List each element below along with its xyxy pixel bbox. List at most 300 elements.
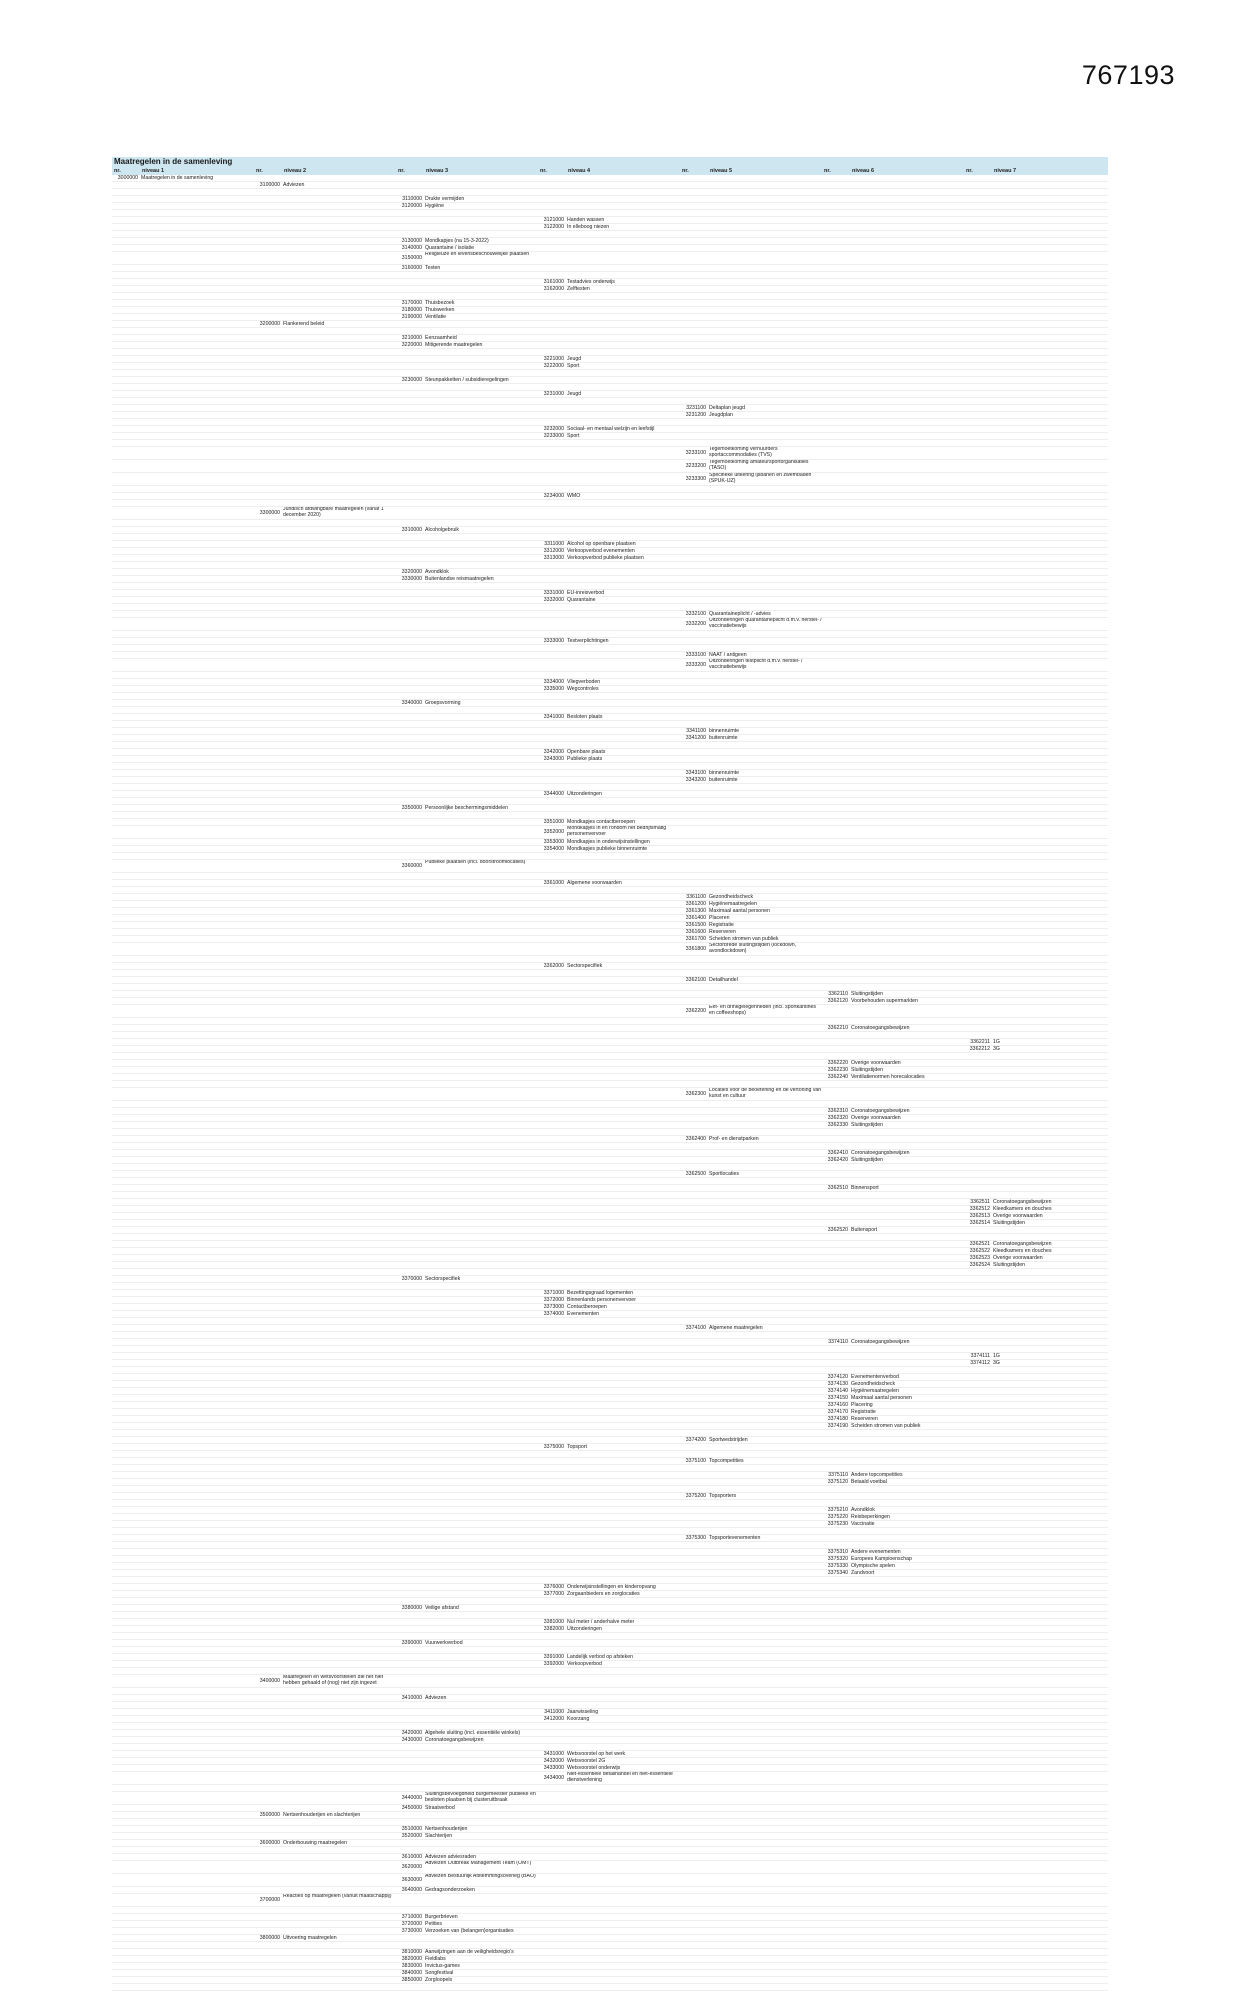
empty-cell xyxy=(396,1171,424,1177)
empty-cell xyxy=(680,1185,708,1191)
cell-number: 3370000 xyxy=(401,1276,422,1282)
empty-cell xyxy=(112,314,140,320)
empty-cell xyxy=(538,1935,566,1941)
cell-number: 3720000 xyxy=(401,1921,422,1927)
empty-cell xyxy=(850,321,964,327)
empty-cell xyxy=(708,1826,822,1832)
empty-cell xyxy=(282,1360,396,1366)
empty-cell xyxy=(566,1101,680,1107)
empty-cell xyxy=(566,1695,680,1701)
empty-cell xyxy=(538,412,566,418)
empty-cell xyxy=(140,1367,254,1373)
empty-cell xyxy=(424,1935,538,1941)
empty-cell xyxy=(680,970,708,976)
empty-cell xyxy=(424,370,538,376)
empty-cell xyxy=(112,1640,140,1646)
empty-cell xyxy=(992,1785,1106,1791)
empty-cell xyxy=(708,887,822,893)
empty-cell xyxy=(112,1402,140,1408)
table-row xyxy=(112,1977,1108,1984)
empty-cell xyxy=(112,1046,140,1052)
empty-cell xyxy=(992,1977,1106,1983)
empty-cell xyxy=(396,1647,424,1653)
empty-cell xyxy=(424,1143,538,1149)
cell-name: Niet-essentiële detailhandel en niet-essentiële dienstverlening xyxy=(567,1772,673,1783)
empty-cell xyxy=(538,1805,566,1811)
cell-name: Contactberoepen xyxy=(567,1304,607,1310)
empty-cell xyxy=(850,1255,964,1261)
empty-cell xyxy=(992,618,1106,630)
empty-cell xyxy=(566,1325,680,1331)
empty-cell xyxy=(850,604,964,610)
empty-cell xyxy=(254,686,282,692)
empty-cell xyxy=(822,1032,850,1038)
empty-cell xyxy=(992,956,1106,962)
empty-cell xyxy=(850,1970,964,1976)
empty-cell xyxy=(282,1847,396,1853)
empty-cell xyxy=(424,742,538,748)
empty-cell xyxy=(964,1290,992,1296)
cell-number: 3374120 xyxy=(827,1374,848,1380)
empty-cell xyxy=(992,1612,1106,1618)
empty-cell xyxy=(708,805,822,811)
empty-cell xyxy=(850,1290,964,1296)
empty-cell xyxy=(538,1542,566,1548)
empty-cell xyxy=(680,1785,708,1791)
empty-cell xyxy=(992,1276,1106,1282)
empty-cell xyxy=(822,342,850,348)
table-row xyxy=(112,555,1108,562)
cell-number: 3374180 xyxy=(827,1416,848,1422)
empty-cell xyxy=(424,1318,538,1324)
empty-cell xyxy=(112,1409,140,1415)
cell-name: Quarantaineplicht / -advies xyxy=(709,611,771,617)
empty-cell xyxy=(680,679,708,685)
empty-cell xyxy=(424,1942,538,1948)
empty-cell xyxy=(140,1772,254,1784)
empty-cell xyxy=(992,659,1106,671)
empty-cell xyxy=(964,1921,992,1927)
cell-number: 3233200 xyxy=(685,463,706,469)
empty-cell xyxy=(254,1409,282,1415)
empty-cell xyxy=(112,714,140,720)
empty-cell xyxy=(538,1668,566,1674)
empty-cell xyxy=(396,412,424,418)
empty-cell xyxy=(992,493,1106,499)
empty-cell xyxy=(680,1039,708,1045)
empty-cell xyxy=(566,784,680,790)
empty-cell xyxy=(254,1612,282,1618)
empty-cell xyxy=(680,991,708,997)
empty-cell xyxy=(140,1220,254,1226)
empty-cell xyxy=(566,1185,680,1191)
empty-cell xyxy=(566,1178,680,1184)
empty-cell xyxy=(708,1542,822,1548)
empty-cell xyxy=(708,721,822,727)
empty-cell xyxy=(538,1556,566,1562)
empty-cell xyxy=(680,1668,708,1674)
empty-cell xyxy=(992,1702,1106,1708)
empty-cell xyxy=(992,672,1106,678)
empty-cell xyxy=(424,721,538,727)
empty-cell xyxy=(282,1081,396,1087)
empty-cell xyxy=(254,618,282,630)
empty-cell xyxy=(396,1367,424,1373)
table-row xyxy=(112,922,1108,929)
table-row xyxy=(112,1220,1108,1227)
empty-cell xyxy=(964,1542,992,1548)
empty-cell xyxy=(566,321,680,327)
empty-cell xyxy=(850,846,964,852)
empty-cell xyxy=(680,1854,708,1860)
empty-cell xyxy=(850,245,964,251)
cell-name: 1G xyxy=(993,1039,1000,1045)
empty-cell xyxy=(140,189,254,195)
empty-cell xyxy=(112,1949,140,1955)
empty-cell xyxy=(538,929,566,935)
empty-cell xyxy=(538,328,566,334)
empty-cell xyxy=(850,1772,964,1784)
empty-cell xyxy=(850,426,964,432)
empty-cell xyxy=(254,1521,282,1527)
empty-cell xyxy=(708,279,822,285)
empty-cell xyxy=(822,1709,850,1715)
empty-cell xyxy=(282,1984,396,1990)
empty-cell xyxy=(708,196,822,202)
cell-name: Topsport xyxy=(567,1444,587,1450)
empty-cell xyxy=(964,1500,992,1506)
empty-cell xyxy=(964,1792,992,1804)
empty-cell xyxy=(538,1046,566,1052)
empty-cell xyxy=(992,1695,1106,1701)
table-row xyxy=(112,963,1108,970)
empty-cell xyxy=(282,189,396,195)
empty-cell xyxy=(850,349,964,355)
empty-cell xyxy=(708,203,822,209)
empty-cell xyxy=(964,936,992,942)
empty-cell xyxy=(850,377,964,383)
empty-cell xyxy=(850,1178,964,1184)
empty-cell xyxy=(566,1949,680,1955)
empty-cell xyxy=(112,1199,140,1205)
empty-cell xyxy=(396,1437,424,1443)
empty-cell xyxy=(566,1339,680,1345)
cell-name: In elleboog niezen xyxy=(567,224,610,230)
empty-cell xyxy=(708,1819,822,1825)
empty-cell xyxy=(566,419,680,425)
empty-cell xyxy=(850,1088,964,1100)
empty-cell xyxy=(140,1318,254,1324)
empty-cell xyxy=(566,1081,680,1087)
empty-cell xyxy=(964,686,992,692)
empty-cell xyxy=(282,597,396,603)
cell-name: Mondkapjes publieke binnenruimte xyxy=(567,846,648,852)
empty-cell xyxy=(680,238,708,244)
empty-cell xyxy=(140,534,254,540)
empty-cell xyxy=(424,349,538,355)
empty-cell xyxy=(424,1751,538,1757)
empty-cell xyxy=(964,819,992,825)
empty-cell xyxy=(254,1716,282,1722)
table-row xyxy=(112,1772,1108,1785)
empty-cell xyxy=(708,534,822,540)
empty-cell xyxy=(254,631,282,637)
cell-name: Petities xyxy=(425,1921,443,1927)
cell-number: 3381000 xyxy=(543,1619,564,1625)
empty-cell xyxy=(964,1060,992,1066)
empty-cell xyxy=(254,426,282,432)
empty-cell xyxy=(964,1977,992,1983)
table-row xyxy=(112,210,1108,217)
empty-cell xyxy=(822,377,850,383)
empty-cell xyxy=(566,873,680,879)
empty-cell xyxy=(850,826,964,838)
empty-cell xyxy=(396,1220,424,1226)
cell-number: 3510000 xyxy=(401,1826,422,1832)
empty-cell xyxy=(112,618,140,630)
empty-cell xyxy=(140,611,254,617)
empty-cell xyxy=(538,873,566,879)
empty-cell xyxy=(140,1751,254,1757)
empty-cell xyxy=(822,880,850,886)
cell-name: Burgerbrieven xyxy=(425,1914,458,1920)
empty-cell xyxy=(992,1164,1106,1170)
table-row xyxy=(112,1956,1108,1963)
cell-name: Coronatoegangsbewijzen xyxy=(993,1241,1052,1247)
empty-cell xyxy=(424,1847,538,1853)
empty-cell xyxy=(112,1423,140,1429)
empty-cell xyxy=(424,426,538,432)
empty-cell xyxy=(538,500,566,506)
cell-name: Detailhandel xyxy=(709,977,738,983)
empty-cell xyxy=(964,1723,992,1729)
empty-cell xyxy=(112,1730,140,1736)
empty-cell xyxy=(708,1914,822,1920)
empty-cell xyxy=(822,1241,850,1247)
empty-cell xyxy=(282,1626,396,1632)
empty-cell xyxy=(850,314,964,320)
empty-cell xyxy=(254,1451,282,1457)
empty-cell xyxy=(708,433,822,439)
table-row xyxy=(112,433,1108,440)
empty-cell xyxy=(964,1423,992,1429)
empty-cell xyxy=(254,1032,282,1038)
empty-cell xyxy=(424,1521,538,1527)
empty-cell xyxy=(282,693,396,699)
empty-cell xyxy=(708,812,822,818)
empty-cell xyxy=(396,1206,424,1212)
empty-cell xyxy=(396,1423,424,1429)
empty-cell xyxy=(992,798,1106,804)
empty-cell xyxy=(964,1318,992,1324)
empty-cell xyxy=(964,569,992,575)
empty-cell xyxy=(282,819,396,825)
empty-cell xyxy=(850,693,964,699)
empty-cell xyxy=(424,956,538,962)
empty-cell xyxy=(992,433,1106,439)
empty-cell xyxy=(680,1963,708,1969)
empty-cell xyxy=(964,735,992,741)
empty-cell xyxy=(140,1150,254,1156)
empty-cell xyxy=(680,839,708,845)
empty-cell xyxy=(424,1032,538,1038)
cell-name: Nul meter / anderhalve meter xyxy=(567,1619,635,1625)
empty-cell xyxy=(282,1269,396,1275)
empty-cell xyxy=(992,770,1106,776)
empty-cell xyxy=(538,1269,566,1275)
empty-cell xyxy=(964,1847,992,1853)
empty-cell xyxy=(680,784,708,790)
table-row xyxy=(112,1185,1108,1192)
empty-cell xyxy=(396,363,424,369)
empty-cell xyxy=(680,1826,708,1832)
empty-cell xyxy=(822,1005,850,1017)
empty-cell xyxy=(850,224,964,230)
empty-cell xyxy=(708,1695,822,1701)
cell-number: 3313000 xyxy=(543,555,564,561)
table-row xyxy=(112,1444,1108,1451)
empty-cell xyxy=(282,1563,396,1569)
empty-cell xyxy=(538,1737,566,1743)
empty-cell xyxy=(424,1612,538,1618)
empty-cell xyxy=(396,1709,424,1715)
empty-cell xyxy=(112,265,140,271)
empty-cell xyxy=(254,839,282,845)
empty-cell xyxy=(850,500,964,506)
cell-number: 3440000 xyxy=(401,1795,422,1801)
empty-cell xyxy=(396,618,424,630)
empty-cell xyxy=(850,175,964,181)
cell-number: 3130000 xyxy=(401,238,422,244)
empty-cell xyxy=(538,1234,566,1240)
empty-cell xyxy=(254,1339,282,1345)
empty-cell xyxy=(140,805,254,811)
empty-cell xyxy=(396,1192,424,1198)
cell-number: 3375200 xyxy=(685,1493,706,1499)
empty-cell xyxy=(538,238,566,244)
empty-cell xyxy=(680,1702,708,1708)
empty-cell xyxy=(708,1227,822,1233)
empty-cell xyxy=(282,1514,396,1520)
table-row xyxy=(112,1395,1108,1402)
empty-cell xyxy=(708,520,822,526)
empty-cell xyxy=(822,1430,850,1436)
empty-cell xyxy=(112,1088,140,1100)
empty-cell xyxy=(396,672,424,678)
empty-cell xyxy=(680,1479,708,1485)
empty-cell xyxy=(538,1598,566,1604)
empty-cell xyxy=(396,562,424,568)
empty-cell xyxy=(140,956,254,962)
empty-cell xyxy=(708,1758,822,1764)
empty-cell xyxy=(140,224,254,230)
empty-cell xyxy=(566,1346,680,1352)
table-row xyxy=(112,770,1108,777)
cell-name: Verkoopverbod xyxy=(567,1661,602,1667)
empty-cell xyxy=(822,1833,850,1839)
empty-cell xyxy=(112,562,140,568)
empty-cell xyxy=(282,963,396,969)
table-row xyxy=(112,1758,1108,1765)
empty-cell xyxy=(282,1668,396,1674)
empty-cell xyxy=(254,956,282,962)
empty-cell xyxy=(680,812,708,818)
empty-cell xyxy=(822,798,850,804)
empty-cell xyxy=(822,356,850,362)
empty-cell xyxy=(112,349,140,355)
empty-cell xyxy=(254,943,282,955)
empty-cell xyxy=(680,1297,708,1303)
empty-cell xyxy=(992,735,1106,741)
table-row xyxy=(112,638,1108,645)
empty-cell xyxy=(708,839,822,845)
empty-cell xyxy=(538,1840,566,1846)
empty-cell xyxy=(992,1949,1106,1955)
empty-cell xyxy=(850,1894,964,1906)
empty-cell xyxy=(850,1785,964,1791)
empty-cell xyxy=(538,321,566,327)
empty-cell xyxy=(254,1199,282,1205)
empty-cell xyxy=(964,1122,992,1128)
empty-cell xyxy=(282,500,396,506)
empty-cell xyxy=(566,1395,680,1401)
empty-cell xyxy=(254,880,282,886)
table-row xyxy=(112,272,1108,279)
empty-cell xyxy=(992,1381,1106,1387)
empty-cell xyxy=(282,1060,396,1066)
cell-number: 3340000 xyxy=(401,700,422,706)
table-row xyxy=(112,493,1108,500)
empty-cell xyxy=(992,1549,1106,1555)
empty-cell xyxy=(680,1928,708,1934)
empty-cell xyxy=(680,210,708,216)
empty-cell xyxy=(680,1241,708,1247)
empty-cell xyxy=(112,398,140,404)
empty-cell xyxy=(992,335,1106,341)
empty-cell xyxy=(112,763,140,769)
empty-cell xyxy=(680,763,708,769)
empty-cell xyxy=(680,590,708,596)
empty-cell xyxy=(424,1633,538,1639)
empty-cell xyxy=(964,638,992,644)
empty-cell xyxy=(680,1402,708,1408)
cell-number: 3362521 xyxy=(969,1241,990,1247)
empty-cell xyxy=(566,618,680,630)
empty-cell xyxy=(850,562,964,568)
empty-cell xyxy=(566,929,680,935)
empty-cell xyxy=(112,1758,140,1764)
empty-cell xyxy=(992,1304,1106,1310)
empty-cell xyxy=(140,500,254,506)
empty-cell xyxy=(282,1970,396,1976)
empty-cell xyxy=(992,426,1106,432)
empty-cell xyxy=(566,1458,680,1464)
empty-cell xyxy=(112,1535,140,1541)
empty-cell xyxy=(140,1290,254,1296)
empty-cell xyxy=(112,1612,140,1618)
empty-cell xyxy=(964,473,992,485)
table-row xyxy=(112,672,1108,679)
empty-cell xyxy=(424,1150,538,1156)
empty-cell xyxy=(112,335,140,341)
empty-cell xyxy=(254,922,282,928)
empty-cell xyxy=(538,1032,566,1038)
empty-cell xyxy=(992,839,1106,845)
empty-cell xyxy=(680,1053,708,1059)
empty-cell xyxy=(850,440,964,446)
empty-cell xyxy=(566,700,680,706)
empty-cell xyxy=(396,1577,424,1583)
